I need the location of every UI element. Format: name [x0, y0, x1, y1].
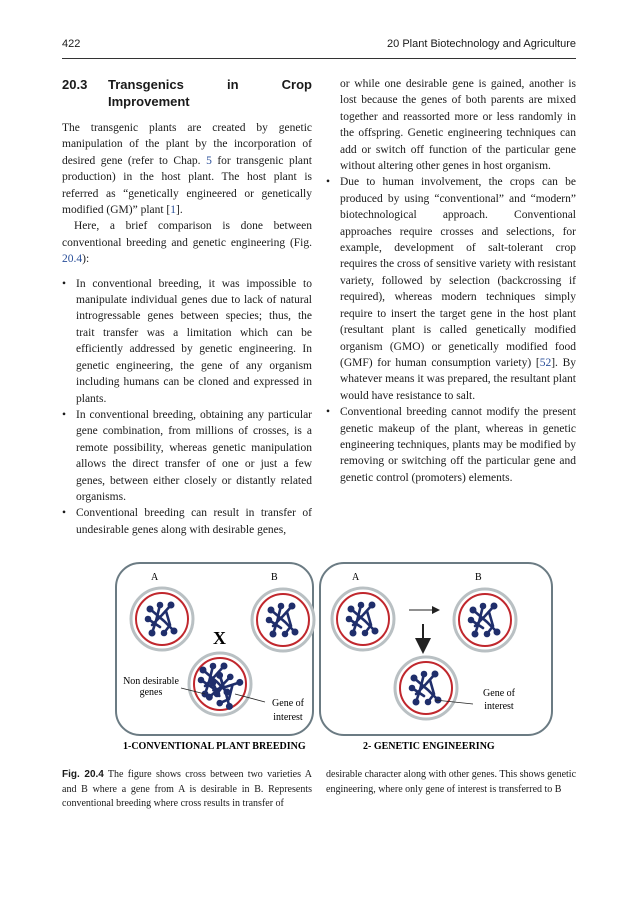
text-run: ):	[82, 253, 90, 266]
text-run: ]. By whatever means it was prepared, the resultant plant would have resistance to salt.	[340, 356, 577, 402]
section-title: Transgenics in Crop Improvement	[108, 77, 312, 109]
non-desirable-label: Non desirable	[123, 676, 179, 687]
figure-link[interactable]: 20.4	[62, 253, 83, 266]
citation-link[interactable]: 52	[539, 356, 552, 369]
cell-b-ge	[454, 589, 516, 651]
cross-symbol: X	[213, 628, 226, 648]
chapter-title: 20 Plant Biotechnology and Agriculture	[387, 38, 576, 50]
text-run: for transgenic plant production) in the host plant. The host plant is referred as “genetically engineered or genetically modified (GM)” plant [	[62, 154, 312, 217]
comparison-list	[62, 276, 312, 539]
text-run: Due to human involvement, the crops can be produced by using “conventional” and “modern” biotechnological approach. Conventional approaches require crosses and selections, for example, development of salt-tolerant crop requires the cross of sensitive variety with resistant variety, followed by selection (backcrossing if required), whereas modern techniques simply require to insert the target gene in the host plant (resultant plant is called genetically modified organism (GMO) or genetically modified food (GMF) for human consumption variety) [	[340, 176, 576, 369]
offspring-cell	[189, 653, 251, 715]
variety-a-label: A	[151, 572, 159, 583]
variety-b-label: B	[271, 572, 278, 583]
variety-b-label: B	[475, 572, 482, 583]
section-number: 20.3	[62, 77, 88, 92]
cell-b	[252, 589, 314, 651]
figure-20-4	[113, 560, 553, 755]
list-item: • Conventional breeding can result in transfer of undesirable genes along with desirable genes,	[62, 505, 312, 538]
header-rule	[62, 58, 576, 59]
genetic-engineering-title: 2- GENETIC ENGINEERING	[363, 741, 495, 752]
gene-of-interest-label: Gene of	[272, 698, 304, 709]
gene-of-interest-label: interest	[484, 701, 514, 712]
list-item: • Conventional breeding cannot modify the present genetic makeup of the plant, whereas in genetic engineering techniques, plants may be modified by removing or switching off the particular gene and genetic control (promoters) elements.	[326, 404, 576, 486]
section-heading	[62, 76, 312, 110]
paragraph-intro	[62, 120, 312, 218]
paragraph-comparison	[62, 218, 312, 267]
figure-caption-right: desirable character along with other genes. This shows genetic engineering, where only gene of interest is transferred to B	[326, 769, 577, 795]
caption-text: The figure shows cross between two varieties A and B where a gene from A is desirable in B. Represents conventional breeding where cross results in transfer of	[62, 769, 313, 809]
list-item-continuation: or while one desirable gene is gained, another is lost because the genes of both parents are mixed together and reassorted more or less randomly in the offspring. Genetic engineering techniques can add or switch off function of the particular gene without altering other genes in host organism.	[340, 78, 576, 173]
cell-a-ge	[332, 588, 394, 650]
page-number: 422	[62, 38, 81, 50]
non-desirable-label: genes	[139, 687, 163, 698]
gene-of-interest-label: interest	[273, 712, 303, 723]
transgenic-cell	[395, 657, 457, 719]
list-item: • In conventional breeding, it was impossible to manipulate individual genes due to lack of natural introgressable genes between species; thus, the trait transfer was a limitation which can be efficiently addressed by genetic engineering. In genetic engineering, the gene of any organism including humans can be cloned and expressed in plants.	[62, 276, 312, 407]
left-column	[62, 76, 312, 538]
variety-a-label: A	[352, 572, 360, 583]
text-run: ].	[176, 204, 183, 217]
cell-a	[131, 588, 193, 650]
figure-label: Fig. 20.4	[62, 769, 104, 780]
right-column	[326, 76, 576, 486]
list-item	[326, 174, 576, 404]
text-run: The transgenic plants are created by genetic manipulation of the plant by the incorporation of desired gene (refer to Chap.	[62, 122, 312, 167]
citation-link[interactable]: 1	[170, 204, 177, 217]
conventional-breeding-title: 1-CONVENTIONAL PLANT BREEDING	[123, 741, 306, 752]
list-item: • In conventional breeding, obtaining any particular gene combination, from millions of crosses, is a remote possibility, whereas genetic manipulation allows the direct transfer of one or just a few genes, between either closely or distantly related organisms.	[62, 407, 312, 505]
gene-of-interest-label: Gene of	[483, 688, 515, 699]
text-run: Here, a brief comparison is done between conventional breeding and genetic engineering (Fig.	[62, 220, 312, 249]
comparison-list-continued	[326, 76, 576, 486]
running-header	[62, 38, 576, 54]
chapter-link[interactable]: 5	[206, 154, 212, 167]
figure-caption-left	[62, 768, 312, 812]
